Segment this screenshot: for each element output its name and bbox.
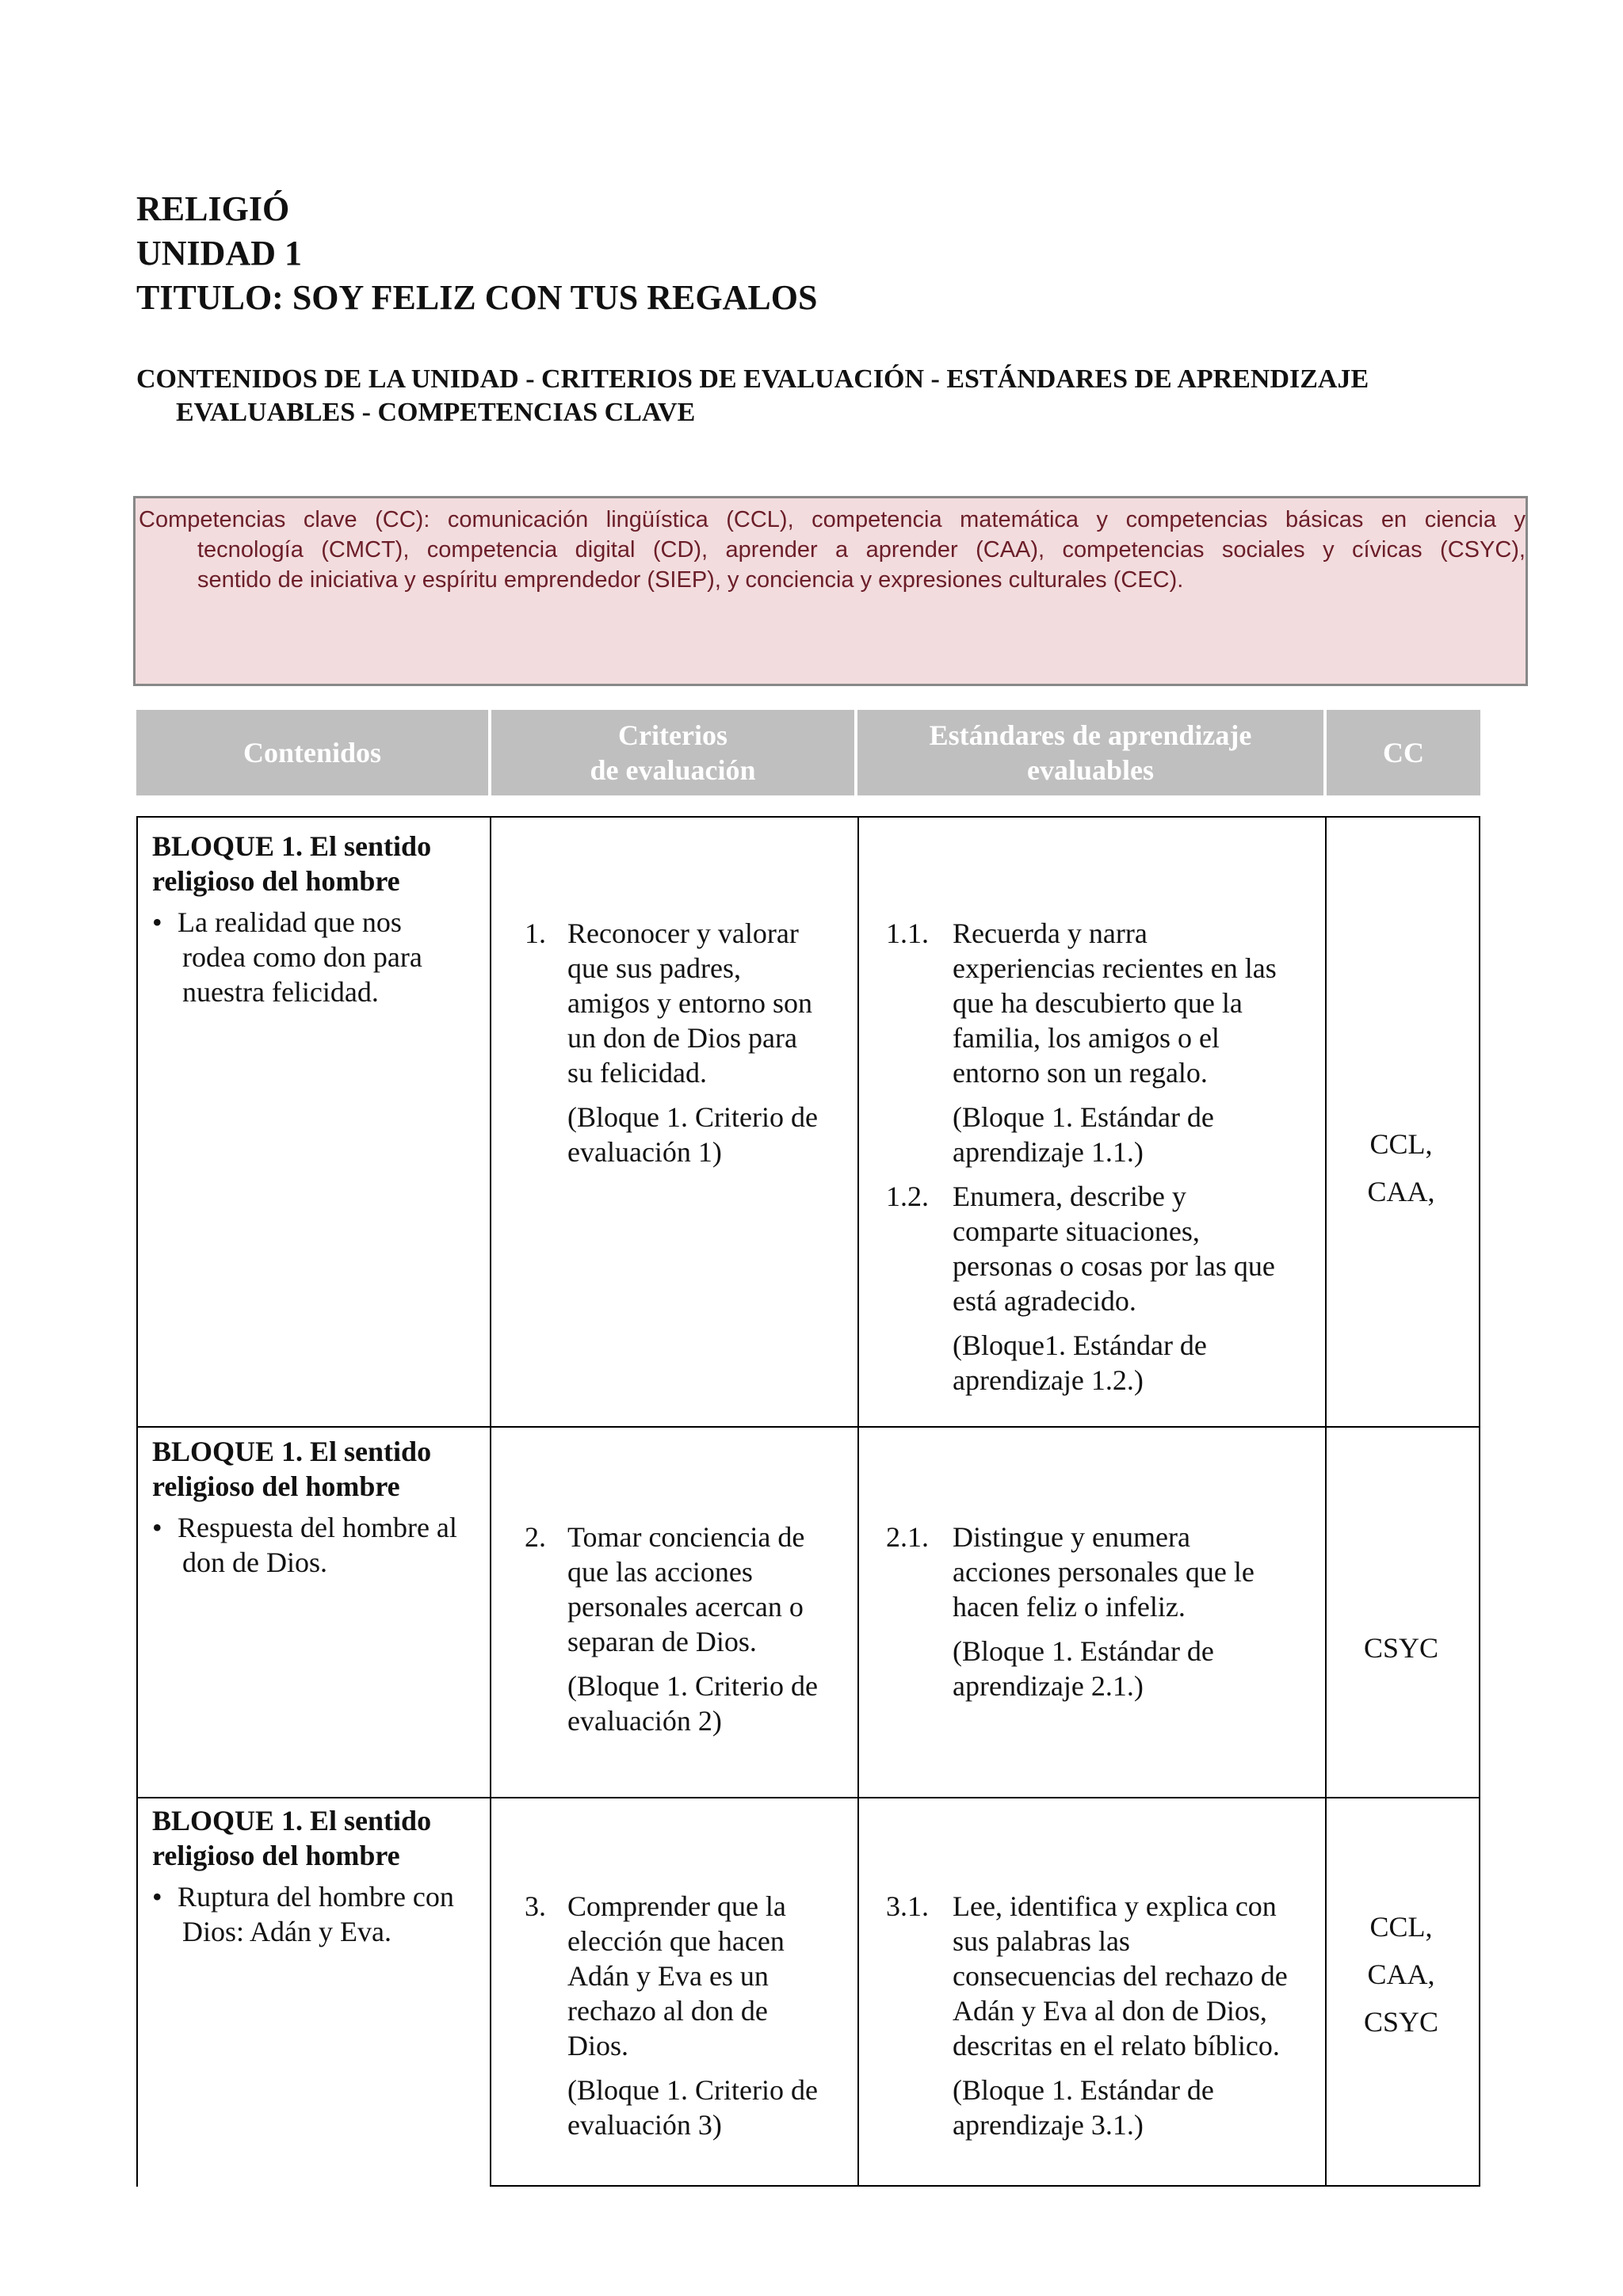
content-bullet — [152, 1879, 485, 1949]
unit-name-title: TITULO: SOY FELIZ CON TUS REGALOS — [136, 278, 818, 317]
header-estandares — [857, 710, 1323, 795]
estandar-number: 2.1. — [886, 1521, 929, 1553]
criterio-text-line: Tomar conciencia de — [567, 1521, 805, 1553]
estandar-reference: aprendizaje 2.1.) — [953, 1670, 1144, 1702]
table-row-1-contenidos — [152, 829, 485, 1009]
estandar-text-line: Adán y Eva al don de Dios, — [953, 1995, 1267, 2027]
criterio-text-line: su felicidad. — [567, 1057, 707, 1089]
header-cc — [1327, 710, 1480, 795]
cc-code: CCL, — [1369, 1128, 1433, 1160]
estandar-reference: (Bloque1. Estándar de — [953, 1329, 1207, 1361]
document-title-block — [136, 187, 817, 320]
grid-line — [490, 2185, 1480, 2187]
estandar-text-line: acciones personales que le — [953, 1556, 1254, 1588]
table-row-1-cc — [1323, 1120, 1479, 1215]
criterio-reference: (Bloque 1. Criterio de — [567, 2074, 818, 2106]
bullet-text-line: don de Dios. — [182, 1547, 327, 1578]
estandar-number: 3.1. — [886, 1890, 929, 1922]
content-bullet — [152, 905, 485, 1009]
estandar-reference: aprendizaje 1.2.) — [953, 1364, 1144, 1396]
bullet-mark: • — [152, 1512, 162, 1543]
criterio-item — [525, 916, 850, 1169]
estandar-item — [886, 1179, 1322, 1398]
header-criterios-line-2: de evaluación — [590, 754, 756, 786]
section-heading — [136, 363, 1531, 429]
estandar-item — [886, 1520, 1322, 1703]
bloque-title-line-1: BLOQUE 1. El sentido — [152, 1436, 432, 1467]
criterio-reference: evaluación 2) — [567, 1705, 722, 1737]
table-row-3-contenidos — [152, 1803, 485, 1949]
bullet-text-line: Respuesta del hombre al — [178, 1512, 457, 1543]
cc-code: CAA, — [1367, 1958, 1435, 1990]
cc-code: CSYC — [1363, 2006, 1439, 2038]
competencias-line-2: tecnología (CMCT), competencia digital (CD), aprender a aprender (CAA), competencias sociales y cívicas (CSYC), — [197, 537, 1526, 563]
bullet-mark: • — [152, 906, 162, 938]
criterio-reference: (Bloque 1. Criterio de — [567, 1101, 818, 1133]
criterio-reference: (Bloque 1. Criterio de — [567, 1670, 818, 1702]
table-row-3-criterio — [525, 1889, 850, 2142]
subject-title: RELIGIÓ — [136, 189, 290, 228]
criterio-text-line: personales acercan o — [567, 1591, 804, 1623]
table-row-2-criterio — [525, 1520, 850, 1738]
estandar-text-line: Lee, identifica y explica con — [953, 1890, 1277, 1922]
estandar-text-line: hacen feliz o infeliz. — [953, 1591, 1186, 1623]
criterio-reference: evaluación 1) — [567, 1136, 722, 1168]
bullet-text-line: rodea como don para — [182, 941, 422, 973]
estandar-reference: (Bloque 1. Estándar de — [953, 1635, 1214, 1667]
content-bullet — [152, 1510, 485, 1580]
bullet-text-line: La realidad que nos — [178, 906, 402, 938]
bullet-text-line: nuestra felicidad. — [182, 976, 379, 1008]
estandar-text-line: experiencias recientes en las — [953, 952, 1277, 984]
criterio-text-line: que las acciones — [567, 1556, 753, 1588]
grid-line — [136, 816, 1480, 818]
table-row-1-criterio — [525, 916, 850, 1169]
criterio-text-line: amigos y entorno son — [567, 987, 812, 1019]
competencias-line-3: sentido de iniciativa y espíritu emprendedor (SIEP), y conciencia y expresiones culturales (CEC). — [197, 567, 1184, 593]
bloque-title-line-2: religioso del hombre — [152, 1840, 400, 1871]
estandar-reference: (Bloque 1. Estándar de — [953, 1101, 1214, 1133]
estandar-text-line: está agradecido. — [953, 1285, 1136, 1317]
cc-code: CCL, — [1369, 1911, 1433, 1943]
estandar-text-line: familia, los amigos o el — [953, 1022, 1220, 1054]
criterio-text-line: elección que hacen — [567, 1925, 785, 1957]
criterio-item — [525, 1889, 850, 2142]
criterio-text-line: rechazo al don de — [567, 1995, 768, 2027]
criterio-text-line: que sus padres, — [567, 952, 741, 984]
competencias-line-1: Competencias clave (CC): comunicación lingüística (CCL), competencia matemática y competencias básicas en ciencia y — [139, 507, 1526, 532]
header-contenidos — [136, 710, 488, 795]
estandar-text-line: personas o cosas por las que — [953, 1250, 1275, 1282]
estandar-item — [886, 916, 1322, 1169]
competencias-clave-box — [133, 496, 1528, 686]
table-row-2-cc — [1323, 1624, 1479, 1672]
header-estandares-line-1: Estándares de aprendizaje — [929, 719, 1252, 751]
estandar-text-line: Distingue y enumera — [953, 1521, 1190, 1553]
bloque-title-line-1: BLOQUE 1. El sentido — [152, 1805, 432, 1836]
criterio-number: 3. — [525, 1890, 546, 1922]
grid-line — [136, 816, 138, 2187]
bullet-mark: • — [152, 1881, 162, 1913]
header-cc-label: CC — [1383, 737, 1424, 769]
header-criterios-line-1: Criterios — [618, 719, 727, 751]
estandar-text-line: Enumera, describe y — [953, 1180, 1186, 1212]
estandar-text-line: consecuencias del rechazo de — [953, 1960, 1288, 1992]
criterio-text-line: un don de Dios para — [567, 1022, 797, 1054]
criterio-text-line: Comprender que la — [567, 1890, 786, 1922]
criterio-number: 1. — [525, 917, 546, 949]
criterio-text-line: Adán y Eva es un — [567, 1960, 769, 1992]
criterio-text-line: Dios. — [567, 2030, 629, 2061]
table-row-2-estandares — [886, 1520, 1322, 1703]
estandar-text-line: entorno son un regalo. — [953, 1057, 1208, 1089]
cc-code: CAA, — [1367, 1176, 1435, 1207]
table-row-3-estandares — [886, 1889, 1322, 2142]
estandar-text-line: sus palabras las — [953, 1925, 1130, 1957]
unit-title: UNIDAD 1 — [136, 234, 302, 273]
bullet-text-line: Dios: Adán y Eva. — [182, 1916, 391, 1947]
header-contenidos-label: Contenidos — [242, 737, 382, 769]
table-row-2-contenidos — [152, 1434, 485, 1580]
criterio-text-line: Reconocer y valorar — [567, 917, 799, 949]
estandar-reference: aprendizaje 1.1.) — [953, 1136, 1144, 1168]
grid-line — [1479, 816, 1480, 2187]
bloque-title-line-1: BLOQUE 1. El sentido — [152, 830, 432, 862]
criterio-item — [525, 1520, 850, 1738]
section-heading-line-2: EVALUABLES - COMPETENCIAS CLAVE — [176, 398, 696, 427]
criterio-reference: evaluación 3) — [567, 2109, 722, 2141]
estandar-text-line: comparte situaciones, — [953, 1215, 1200, 1247]
estandar-text-line: que ha descubierto que la — [953, 987, 1243, 1019]
cc-code: CSYC — [1363, 1632, 1439, 1664]
estandar-number: 1.2. — [886, 1180, 929, 1212]
criterio-text-line: separan de Dios. — [567, 1626, 757, 1657]
grid-line — [490, 816, 491, 2187]
estandar-number: 1.1. — [886, 917, 929, 949]
bloque-title-line-2: religioso del hombre — [152, 865, 400, 897]
section-heading-line-1: CONTENIDOS DE LA UNIDAD - CRITERIOS DE EVALUACIÓN - ESTÁNDARES DE APRENDIZAJE — [136, 364, 1369, 394]
header-criterios — [491, 710, 854, 795]
table-row-3-cc — [1323, 1903, 1479, 2046]
header-estandares-line-2: evaluables — [1026, 754, 1154, 786]
bloque-title-line-2: religioso del hombre — [152, 1470, 400, 1502]
criterio-number: 2. — [525, 1521, 546, 1553]
grid-line — [136, 1426, 1480, 1428]
grid-line — [136, 1797, 1480, 1798]
estandar-text-line: descritas en el relato bíblico. — [953, 2030, 1280, 2061]
grid-line — [857, 816, 859, 2187]
table-row-1-estandares — [886, 916, 1322, 1398]
estandar-reference: (Bloque 1. Estándar de — [953, 2074, 1214, 2106]
estandar-text-line: Recuerda y narra — [953, 917, 1148, 949]
estandar-item — [886, 1889, 1322, 2142]
bullet-text-line: Ruptura del hombre con — [178, 1881, 454, 1913]
estandar-reference: aprendizaje 3.1.) — [953, 2109, 1144, 2141]
